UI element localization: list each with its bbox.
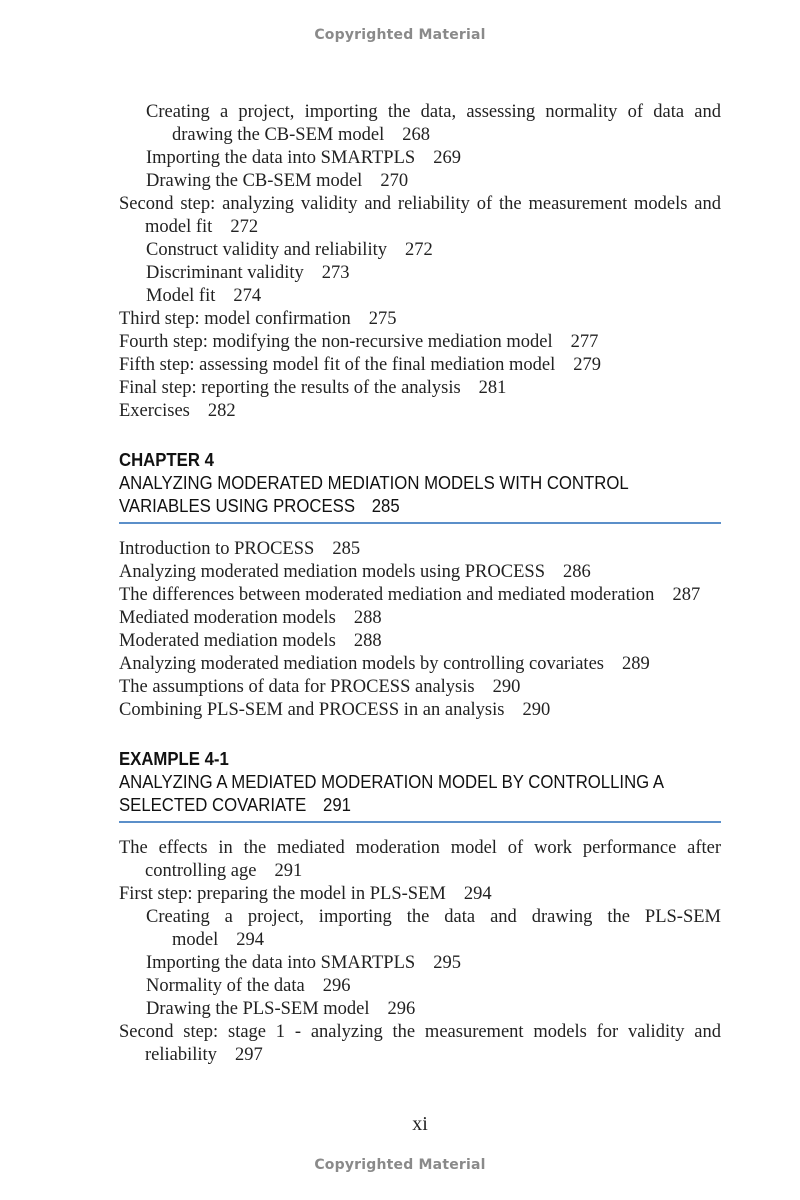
toc-entry-page: 277 [570, 332, 599, 352]
toc-entry-title: First step: preparing the model in PLS-SEM [119, 884, 446, 904]
toc-entry-page: 295 [433, 953, 461, 973]
toc-entry [119, 653, 721, 676]
toc-entry-title: The effects in the mediated moderation model of work performance after controlling age [119, 838, 721, 881]
section-title-line [119, 794, 679, 817]
toc-entry [119, 1021, 721, 1067]
toc-entry-title: Creating a project, importing the data, assessing normality of data and drawing the CB-SEM model [146, 102, 721, 145]
toc-entry-title: Fifth step: assessing model fit of the final mediation model [119, 355, 556, 375]
toc-entry-title: The assumptions of data for PROCESS analysis [119, 677, 475, 697]
toc-entry [146, 239, 721, 262]
toc-entry [146, 147, 721, 170]
toc-entry-page: 282 [207, 401, 236, 421]
section-title-text: VARIABLES USING PROCESS [119, 496, 355, 516]
section-title-text: SELECTED COVARIATE [119, 795, 307, 815]
toc-entry-title: Fourth step: modifying the non-recursive mediation model [119, 332, 553, 352]
toc-entry-page: 288 [353, 608, 382, 628]
toc-entry-title: Final step: reporting the results of the analysis [119, 378, 461, 398]
toc-entry-title: Normality of the data [146, 976, 305, 996]
toc-entry-page: 269 [433, 148, 461, 168]
table-of-contents [119, 101, 721, 1067]
toc-entry-title: Analyzing moderated mediation models using PROCESS [119, 562, 545, 582]
toc-entry [119, 193, 721, 239]
toc-entry-page: 268 [402, 125, 430, 145]
toc-entry-title: Drawing the PLS-SEM model [146, 999, 370, 1019]
toc-entry [119, 676, 721, 699]
toc-entry-page: 286 [562, 562, 591, 582]
toc-entry-page: 297 [234, 1045, 263, 1065]
toc-entry [119, 400, 721, 423]
toc-entry-title: Analyzing moderated mediation models by controlling covariates [119, 654, 604, 674]
watermark-bottom: Copyrighted Material [314, 1157, 486, 1173]
toc-entry-title: Construct validity and reliability [146, 240, 387, 260]
toc-entry-page: 290 [492, 677, 521, 697]
section-title-line [119, 495, 679, 518]
toc-entry [119, 607, 721, 630]
toc-entry-title: Third step: model confirmation [119, 309, 351, 329]
toc-entry-page: 272 [230, 217, 259, 237]
toc-entry-page: 289 [621, 654, 650, 674]
toc-entry [146, 101, 721, 147]
toc-entry-title: Importing the data into SMARTPLS [146, 148, 416, 168]
toc-entry-page: 290 [522, 700, 551, 720]
toc-entry [146, 952, 721, 975]
toc-entry-page: 294 [236, 930, 264, 950]
toc-entry [119, 630, 721, 653]
toc-entry-page: 274 [233, 286, 262, 306]
toc-entry-title: Creating a project, importing the data and drawing the PLS-SEM model [146, 907, 721, 950]
toc-entry-page: 270 [380, 171, 409, 191]
watermark-top: Copyrighted Material [314, 27, 486, 43]
section-title-text: ANALYZING MODERATED MEDIATION MODELS WITH CONTROL [119, 473, 629, 493]
section-label: CHAPTER 4 [119, 450, 214, 470]
toc-entry-page: 279 [573, 355, 601, 375]
toc-entry-title: Second step: stage 1 - analyzing the measurement models for validity and reliability [119, 1022, 721, 1065]
toc-entry-page: 285 [332, 539, 361, 559]
toc-entry [146, 906, 721, 952]
section-page-number: 291 [323, 795, 351, 815]
section-label: EXAMPLE 4-1 [119, 749, 229, 769]
toc-entry [119, 377, 721, 400]
toc-entry-title: Importing the data into SMARTPLS [146, 953, 416, 973]
page-number: xi [412, 1113, 428, 1135]
toc-entry-title: Exercises [119, 401, 190, 421]
toc-entry [119, 538, 721, 561]
toc-entry-title: Combining PLS-SEM and PROCESS in an analysis [119, 700, 505, 720]
toc-entry-page: 296 [322, 976, 351, 996]
section-title-line [119, 472, 679, 495]
toc-entry [146, 998, 721, 1021]
toc-entry-title: The differences between moderated mediation and mediated moderation [119, 585, 655, 605]
toc-entry-page: 273 [321, 263, 350, 283]
toc-entry [119, 308, 721, 331]
toc-entry [146, 262, 721, 285]
section-heading [119, 449, 721, 524]
section-title-line [119, 771, 679, 794]
section-title-text: ANALYZING A MEDIATED MODERATION MODEL BY CONTROLLING A [119, 772, 665, 792]
toc-entry-page: 296 [387, 999, 416, 1019]
toc-entry-title: Moderated mediation models [119, 631, 336, 651]
toc-entry [119, 331, 721, 354]
toc-entry-title: Mediated moderation models [119, 608, 336, 628]
toc-entry [119, 354, 721, 377]
toc-entry [146, 975, 721, 998]
toc-entry-page: 294 [463, 884, 492, 904]
toc-entry-title: Second step: analyzing validity and reliability of the measurement models and model fit [119, 194, 721, 237]
toc-entry-page: 281 [478, 378, 507, 398]
toc-entry-page: 287 [672, 585, 701, 605]
toc-entry-page: 288 [353, 631, 382, 651]
toc-entry [146, 170, 721, 193]
toc-entry-title: Introduction to PROCESS [119, 539, 315, 559]
toc-entry-page: 272 [404, 240, 433, 260]
toc-entry [119, 584, 721, 607]
toc-entry-page: 275 [368, 309, 397, 329]
toc-entry [119, 699, 721, 722]
toc-entry-title: Model fit [146, 286, 216, 306]
section-heading [119, 748, 721, 823]
toc-entry [119, 561, 721, 584]
toc-entry [119, 837, 721, 883]
toc-entry-title: Discriminant validity [146, 263, 304, 283]
section-page-number: 285 [371, 496, 400, 516]
toc-entry [119, 883, 721, 906]
toc-entry [146, 285, 721, 308]
toc-entry-page: 291 [274, 861, 303, 881]
toc-entry-title: Drawing the CB-SEM model [146, 171, 363, 191]
